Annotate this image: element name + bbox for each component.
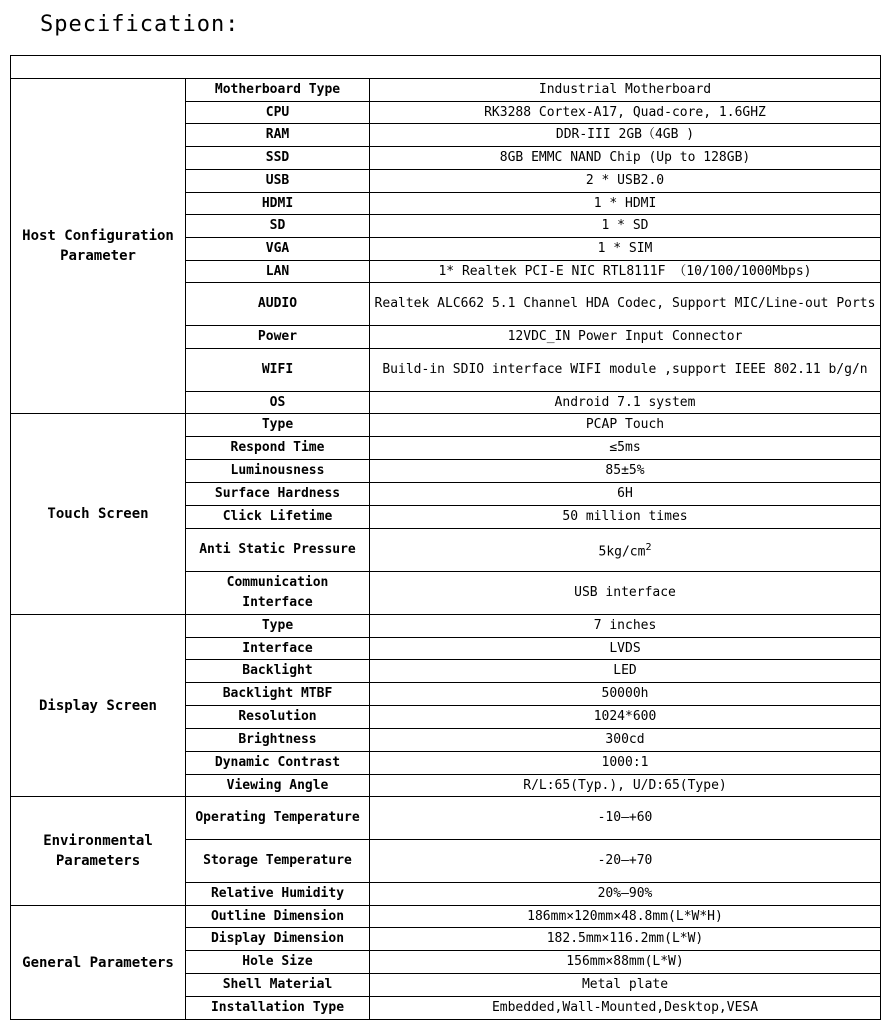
spec-label: USB (186, 170, 370, 193)
spec-value: ≤5ms (370, 437, 881, 460)
spec-label: Interface (186, 638, 370, 660)
spec-label: Hole Size (186, 951, 370, 974)
spec-value-superscript: 2 (645, 541, 652, 553)
spec-label: RAM (186, 124, 370, 147)
spec-label: Installation Type (186, 997, 370, 1020)
spec-value: 20%—90% (370, 883, 881, 906)
spec-value: 8GB EMMC NAND Chip (Up to 128GB) (370, 147, 881, 170)
spec-value: 1* Realtek PCI-E NIC RTL8111F （10/100/1000Mbps) (370, 261, 881, 283)
spec-label: Anti Static Pressure (186, 529, 370, 572)
spec-label: Relative Humidity (186, 883, 370, 906)
spec-label: Storage Temperature (186, 840, 370, 883)
spec-label: SD (186, 215, 370, 238)
spec-value: Industrial Motherboard (370, 79, 881, 102)
spec-label: Motherboard Type (186, 79, 370, 102)
spec-label: Type (186, 414, 370, 437)
spec-label: HDMI (186, 193, 370, 215)
spec-value: Build-in SDIO interface WIFI module ,support IEEE 802.11 b/g/n (370, 349, 881, 392)
spec-value: LVDS (370, 638, 881, 660)
spec-value: USB interface (370, 572, 881, 615)
spec-label: LAN (186, 261, 370, 283)
spec-value: DDR-III 2GB（4GB ) (370, 124, 881, 147)
spec-value: 156mm×88mm(L*W) (370, 951, 881, 974)
spec-value: 1000:1 (370, 752, 881, 775)
spec-label: Surface Hardness (186, 483, 370, 506)
spec-value: 50000h (370, 683, 881, 706)
spec-value: Metal plate (370, 974, 881, 997)
spec-value: -10—+60 (370, 797, 881, 840)
spec-label: CPU (186, 102, 370, 124)
spec-label: Resolution (186, 706, 370, 729)
spec-value: 2 * USB2.0 (370, 170, 881, 193)
spec-value: PCAP Touch (370, 414, 881, 437)
spec-value: 5kg/cm (598, 544, 646, 560)
spec-value: 50 million times (370, 506, 881, 529)
spec-value-with-superscript (370, 529, 881, 572)
spec-value: -20—+70 (370, 840, 881, 883)
spec-label: Shell Material (186, 974, 370, 997)
spec-label: Brightness (186, 729, 370, 752)
spec-value: 1024*600 (370, 706, 881, 729)
spec-label: Backlight MTBF (186, 683, 370, 706)
spec-label: Click Lifetime (186, 506, 370, 529)
spec-value: Embedded,Wall-Mounted,Desktop,VESA (370, 997, 881, 1020)
spec-label: Backlight (186, 660, 370, 683)
page-title: Specification: (40, 12, 240, 37)
spec-value: 186mm×120mm×48.8mm(L*W*H) (370, 906, 881, 928)
spec-label: Respond Time (186, 437, 370, 460)
specification-table (10, 55, 881, 1020)
group-touch-screen: Touch Screen (11, 414, 186, 615)
spec-label: Luminousness (186, 460, 370, 483)
spec-label: Power (186, 326, 370, 349)
spec-label: Viewing Angle (186, 775, 370, 797)
spec-value: RK3288 Cortex-A17, Quad-core, 1.6GHZ (370, 102, 881, 124)
spec-label: SSD (186, 147, 370, 170)
group-host-configuration: Host Configuration Parameter (11, 79, 186, 414)
spec-label: Outline Dimension (186, 906, 370, 928)
spec-value: 12VDC_IN Power Input Connector (370, 326, 881, 349)
spec-value: LED (370, 660, 881, 683)
spec-value: Android 7.1 system (370, 392, 881, 414)
spec-value: 7 inches (370, 615, 881, 638)
spec-value: 300cd (370, 729, 881, 752)
group-display-screen: Display Screen (11, 615, 186, 797)
spec-value: 85±5% (370, 460, 881, 483)
group-general-parameters: General Parameters (11, 906, 186, 1020)
spec-value: R/L:65(Typ.), U/D:65(Type) (370, 775, 881, 797)
group-environmental-parameters: Environmental Parameters (11, 797, 186, 906)
spec-value: 1 * HDMI (370, 193, 881, 215)
spec-label: AUDIO (186, 283, 370, 326)
spec-value: 182.5mm×116.2mm(L*W) (370, 928, 881, 951)
spec-label: Type (186, 615, 370, 638)
spec-label: OS (186, 392, 370, 414)
table-header-blank (11, 56, 881, 79)
spec-label: Operating Temperature (186, 797, 370, 840)
spec-value: 1 * SIM (370, 238, 881, 261)
spec-value: Realtek ALC662 5.1 Channel HDA Codec, Support MIC/Line-out Ports (370, 283, 881, 326)
spec-value: 1 * SD (370, 215, 881, 238)
spec-value: 6H (370, 483, 881, 506)
spec-label: Dynamic Contrast (186, 752, 370, 775)
spec-label: Display Dimension (186, 928, 370, 951)
spec-label: Communication Interface (186, 572, 370, 615)
spec-label: WIFI (186, 349, 370, 392)
spec-label: VGA (186, 238, 370, 261)
